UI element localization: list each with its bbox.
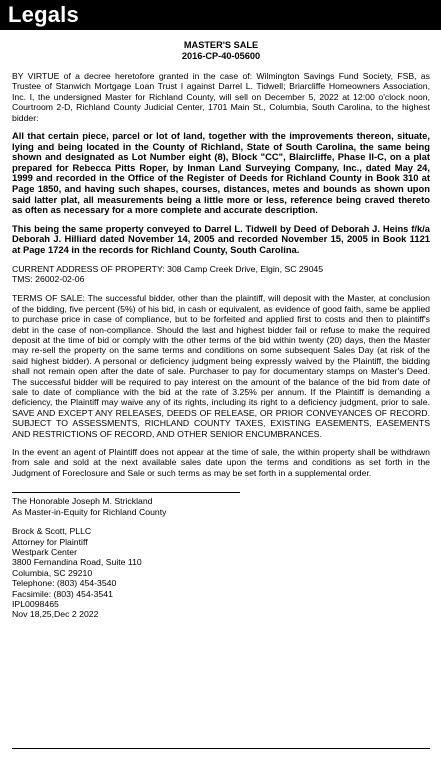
agent-clause: In the event an agent of Plaintiff does not appear at the time of sale, the within property shall be withdrawn from sale and sold at the next available sales date upon the terms and conditions as set forth in the Judgment of Foreclosure and Sale or such terms as may be set forth in a supplemental order.	[12, 447, 430, 478]
signature-line	[12, 492, 240, 493]
publication-dates: Nov 18,25,Dec 2 2022	[12, 609, 99, 620]
attorney-facsimile: Facsimile: (803) 454-3541	[12, 588, 113, 599]
signature-block	[12, 496, 430, 517]
attorney-role: Attorney for Plaintiff	[12, 536, 88, 547]
legal-notice	[12, 40, 430, 620]
footer-rule	[12, 748, 430, 749]
terms-of-sale: TERMS OF SALE: The successful bidder, other than the plaintiff, will deposit with the Master, at conclusion of the bidding, five percent (5%) of his bid, in cash or equivalent, as evidence of good faith, same be applied to purchase price in case of compliance, but to be forfeited and applied first to costs and then to plaintiff's debt in the case of non-compliance. Should the last and highest bidder fail or refuse to make the required deposit at the time of bid or comply with the other terms of the bid within twenty (20) days, then the Master may re-sell the property on the same terms and conditions on some subsequent Sales Day (at risk of the said highest bidder). A personal or deficiency judgment being expressly waived by the Plaintiff, the bidding shall not remain open after the date of sale. Purchaser to pay for documentary stamps on Master's Deed. The successful bidder will be required to pay interest on the amount of the balance of the bid from date of sale to date of compliance with the bid at the rate of 3.25% per annum. If the Plaintiff is demanding a deficiency, the Plaintiff may waive any of its rights, including its right to a deficiency judgment, prior to sale. SAVE AND EXCEPT ANY RELEASES, DEEDS OF RELEASE, OR PRIOR CONVEYANCES OF RECORD. SUBJECT TO ASSESSMENTS, RICHLAND COUNTY TAXES, EXISTING EASEMENTS, EASEMENTS AND RESTRICTIONS OF RECORD, AND OTHER SENIOR ENCUMBRANCES.	[12, 293, 430, 439]
section-header	[0, 0, 441, 30]
attorney-building: Westpark Center	[12, 546, 78, 557]
intro-paragraph: BY VIRTUE of a decree heretofore granted in the case of: Wilmington Savings Fund Society, FSB, as Trustee of Stanwich Mortgage Loan Trust I against Darrel L. Tidwell; Briarcliffe Homeowners Association, Inc. I, the undersigned Master for Richland County, will sell on December 5, 2022 at 12:00 o'clock noon, Courtroom 2-D, Richland County Judicial Center, 1701 Main St., Columbia, South Carolina, to the highest bidder:	[12, 71, 430, 123]
notice-title: MASTER'S SALE	[183, 40, 259, 50]
attorney-street: 3800 Fernandina Road, Suite 110	[12, 557, 142, 568]
reference-number: IPL0098465	[12, 598, 59, 609]
property-info	[12, 264, 430, 285]
attorney-city: Columbia, SC 29210	[12, 567, 93, 578]
attorney-block	[12, 526, 430, 620]
master-role: As Master-in-Equity for Richland County	[12, 506, 167, 517]
section-title: Legals	[8, 2, 79, 27]
attorney-telephone: Telephone: (803) 454-3540	[12, 578, 117, 589]
case-number: 2016-CP-40-05600	[181, 51, 261, 61]
deed-reference: This being the same property conveyed to Darrel L. Tidwell by Deed of Deborah J. Heins f/k/a Deborah J. Hilliard dated November 14, 2005 and recorded November 15, 2005 in Book 1121 at Page 1724 in the records for Richland County, South Carolina.	[12, 222, 430, 255]
tms-number: TMS: 26002-02-06	[12, 273, 85, 284]
master-name: The Honorable Joseph M. Strickland	[12, 496, 153, 507]
current-address: CURRENT ADDRESS OF PROPERTY: 308 Camp Creek Drive, Elgin, SC 29045	[12, 263, 324, 274]
attorney-firm: Brock & Scott, PLLC	[12, 526, 92, 537]
legal-description: All that certain piece, parcel or lot of land, together with the improvements thereon, situate, lying and being located in the County of Richland, State of South Carolina, the same being shown and designated as Lot Number eight (8), Block "CC", Blaircliffe, Phase II-C, on a plat prepared for Rebecca Pitts Roper, by Inman Land Surveying Company, Inc., dated May 24, 1999 and recorded in the Office of the Register of Deeds for Richland County in Book 310 at Page 1850, and having such shapes, courses, distances, metes and bounds as shown upon said latter plat, all measurements being a little more or less, reference being craved thereto as often as necessary for a more complete and accurate description.	[12, 130, 430, 216]
